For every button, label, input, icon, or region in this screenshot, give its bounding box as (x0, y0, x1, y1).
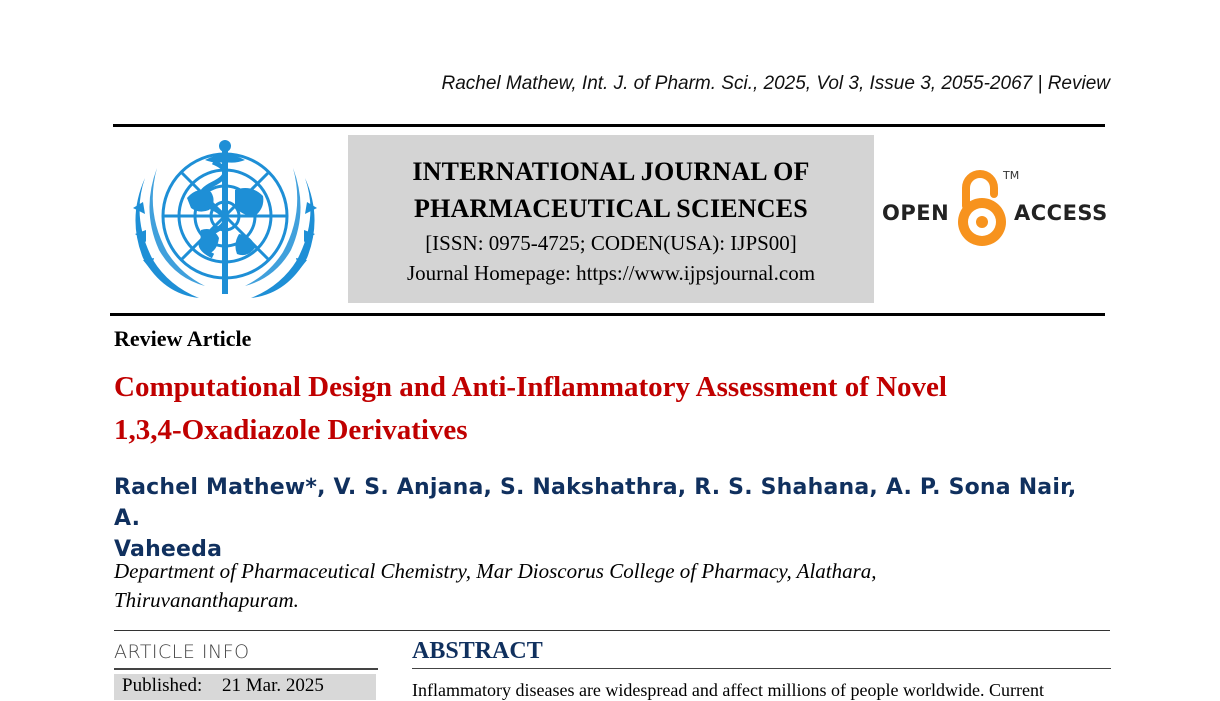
journal-emblem-logo (127, 138, 323, 304)
open-access-word-open: OPEN (882, 201, 950, 225)
abstract-text: Inflammatory diseases are widespread and affect millions of people worldwide. Current (412, 680, 1044, 700)
abstract-rule (412, 668, 1111, 669)
open-access-word-access: ACCESS (1014, 201, 1108, 225)
article-info-rule (114, 668, 378, 670)
published-date-row (114, 674, 376, 700)
journal-homepage-link[interactable]: Journal Homepage: https://www.ijpsjournal.com (406, 261, 816, 285)
article-info-heading: ARTICLE INFO (114, 641, 250, 663)
open-access-logo (880, 166, 1110, 252)
journal-issn: [ISSN: 0975-4725; CODEN(USA): IJPS00] (425, 231, 797, 255)
abstract-heading: ABSTRACT (412, 638, 543, 664)
article-title-line1: Computational Design and Anti-Inflammatory Assessment of Novel (114, 371, 947, 403)
running-head: Rachel Mathew, Int. J. of Pharm. Sci., 2025, Vol 3, Issue 3, 2055-2067 | Review (441, 73, 1110, 94)
published-date: 21 Mar. 2025 (222, 675, 324, 696)
open-access-tm: TM (1003, 169, 1020, 182)
affiliation-line2: Thiruvananthapuram. (114, 588, 299, 612)
journal-masthead-box (348, 135, 874, 303)
author-list (114, 472, 1104, 565)
section-divider (114, 630, 1110, 631)
author-list-line2: Vaheeda (114, 537, 223, 562)
author-affiliation (114, 557, 1014, 615)
journal-name-line1: INTERNATIONAL JOURNAL OF (412, 157, 810, 186)
published-label: Published: (122, 675, 203, 696)
article-title-line2: 1,3,4-Oxadiazole Derivatives (114, 414, 468, 446)
affiliation-line1: Department of Pharmaceutical Chemistry, Mar Dioscorus College of Pharmacy, Alathara, (114, 559, 877, 583)
journal-name (348, 153, 874, 227)
article-title (114, 366, 1104, 452)
header-bottom-rule (110, 313, 1105, 316)
author-list-line1: Rachel Mathew*, V. S. Anjana, S. Nakshathra, R. S. Shahana, A. P. Sona Nair, A. (114, 475, 1077, 531)
journal-name-line2: PHARMACEUTICAL SCIENCES (414, 194, 808, 223)
header-top-rule (113, 124, 1105, 127)
article-type: Review Article (114, 326, 252, 351)
